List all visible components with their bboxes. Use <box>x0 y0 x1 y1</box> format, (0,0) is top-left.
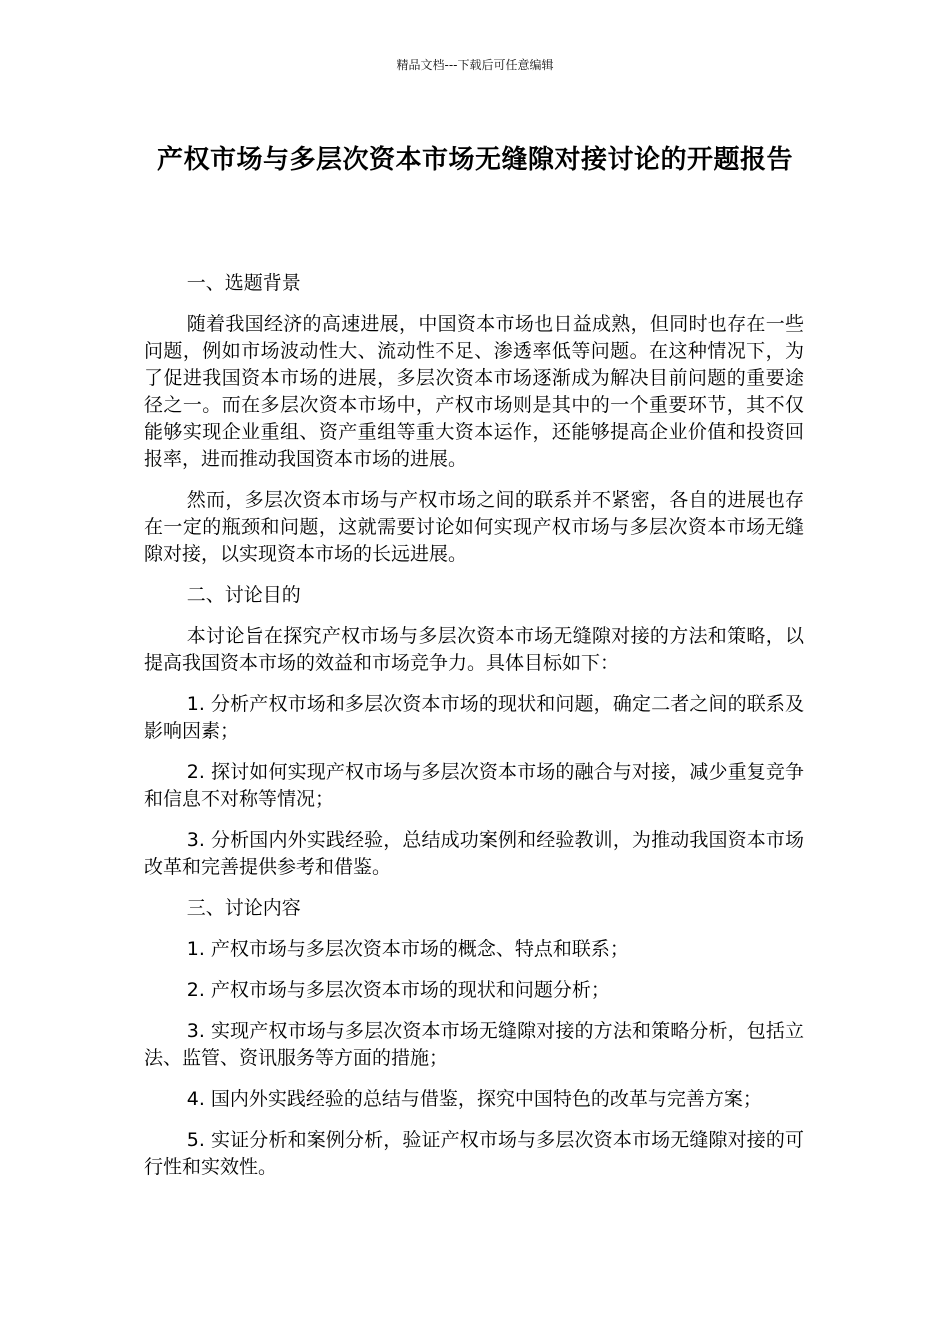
content-list-item-4: 4. 国内外实践经验的总结与借鉴，探究中国特色的改革与完善方案； <box>186 1088 762 1110</box>
background-paragraph-1: 随着我国经济的高速进展，中国资本市场也日益成熟，但同时也存在一些问题，例如市场波动性大、流动性不足、渗透率低等问题。在这种情况下，为了促进我国资本市场的进展，多层次资本市场逐渐成为解决目前问题的重要途径之一。而在多层次资本市场中，产权市场则是其中的一个重要环节，其不仅能够实现企业重组、资产重组等重大资本运作，还能够提高企业价值和投资回报率，进而推动我国资本市场的进展。 <box>144 313 804 470</box>
section-heading-background: 一、选题背景 <box>186 272 301 294</box>
document-title: 产权市场与多层次资本市场无缝隙对接讨论的开题报告 <box>156 145 793 175</box>
document-body <box>144 270 804 1195</box>
content-list-item-3: 3. 实现产权市场与多层次资本市场无缝隙对接的方法和策略分析，包括立法、监管、资讯服务等方面的措施； <box>144 1020 804 1069</box>
content-list-item-2: 2. 产权市场与多层次资本市场的现状和问题分析； <box>186 979 610 1001</box>
purpose-list-item-3: 3. 分析国内外实践经验，总结成功案例和经验教训，为推动我国资本市场改革和完善提供参考和借鉴。 <box>144 829 804 878</box>
background-paragraph-2: 然而，多层次资本市场与产权市场之间的联系并不紧密，各自的进展也存在一定的瓶颈和问题，这就需要讨论如何实现产权市场与多层次资本市场无缝隙对接，以实现资本市场的长远进展。 <box>144 489 804 565</box>
purpose-list-item-2: 2. 探讨如何实现产权市场与多层次资本市场的融合与对接，减少重复竞争和信息不对称等情况； <box>144 761 804 810</box>
header-note: 精品文档---下载后可任意编辑 <box>396 58 554 72</box>
section-heading-purpose: 二、讨论目的 <box>186 584 301 606</box>
purpose-list-item-1: 1. 分析产权市场和多层次资本市场的现状和问题，确定二者之间的联系及影响因素； <box>144 693 804 742</box>
section-heading-content: 三、讨论内容 <box>186 897 301 919</box>
content-list-item-1: 1. 产权市场与多层次资本市场的概念、特点和联系； <box>186 938 629 960</box>
purpose-intro-paragraph: 本讨论旨在探究产权市场与多层次资本市场无缝隙对接的方法和策略，以提高我国资本市场的效益和市场竞争力。具体目标如下： <box>144 625 804 674</box>
content-list-item-5: 5. 实证分析和案例分析，验证产权市场与多层次资本市场无缝隙对接的可行性和实效性。 <box>144 1129 804 1178</box>
